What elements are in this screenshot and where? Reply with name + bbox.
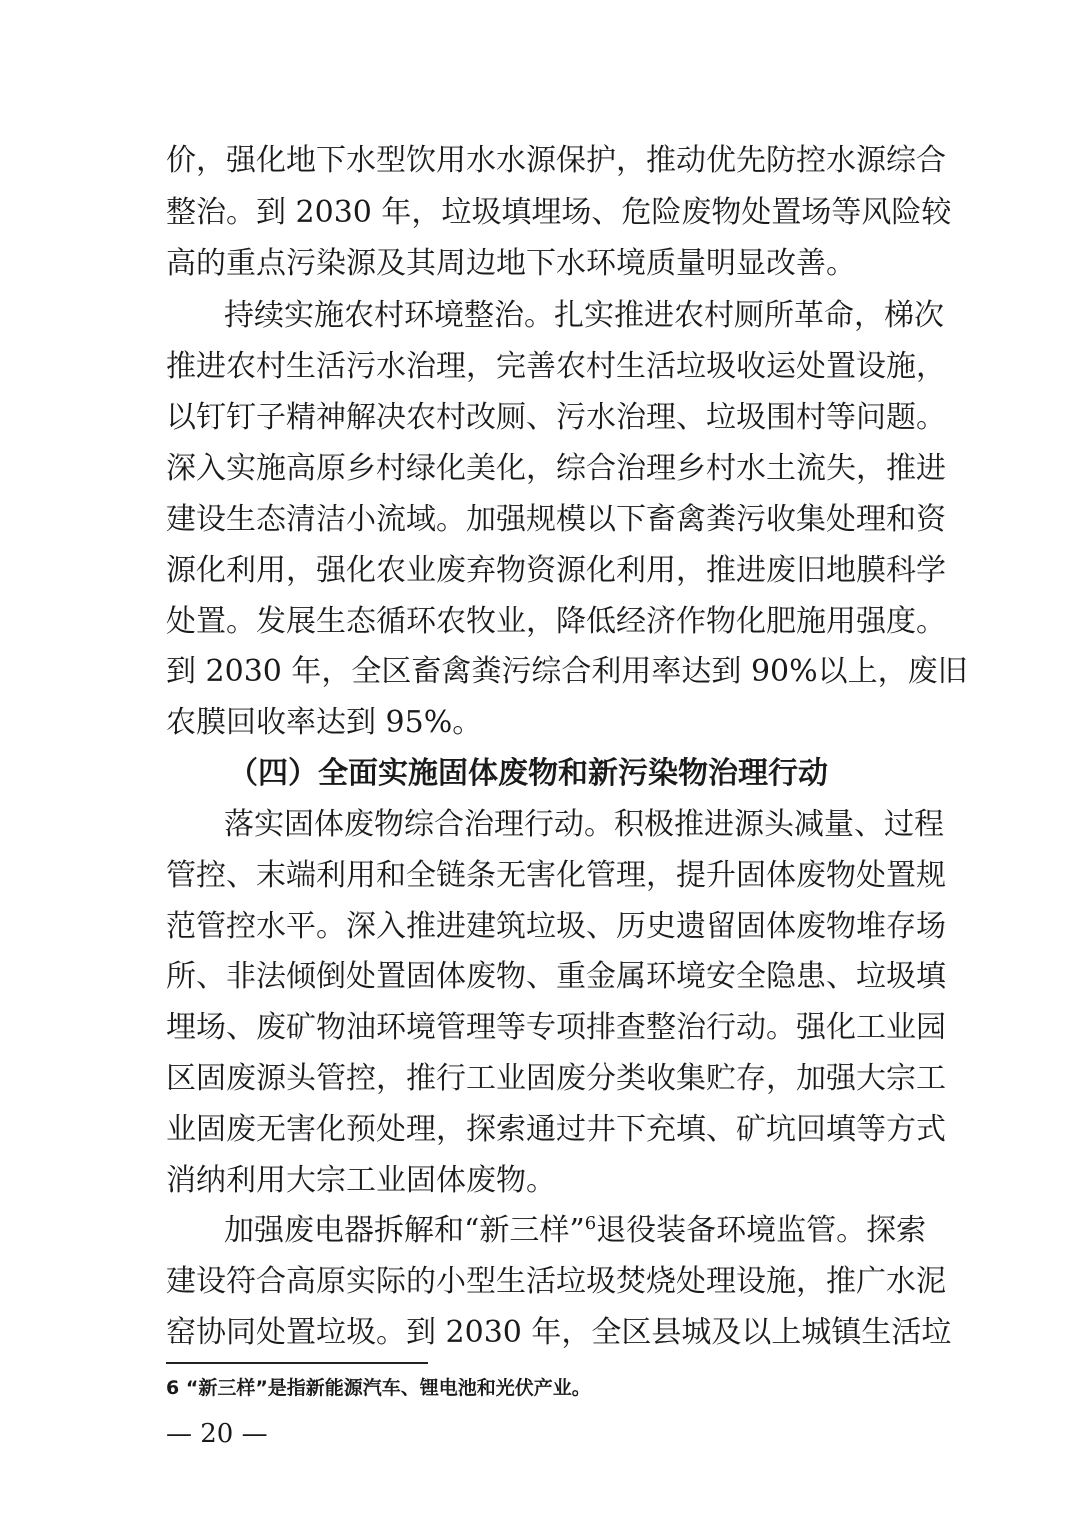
text-line: 源化利用，强化农业废弃物资源化利用，推进废旧地膜科学 [166,553,946,588]
text-line: 业固废无害化预处理，探索通过井下充填、矿坑回填等方式 [166,1112,946,1147]
paragraph-first-line: 持续实施农村环境整治。扎实推进农村厕所革命，梯次 [224,298,944,333]
footnote: 6 “新三样”是指新能源汽车、锂电池和光伏产业。 [166,1377,591,1399]
text-line: 建设生态清洁小流域。加强规模以下畜禽粪污收集处理和资 [166,502,946,537]
text-line: 消纳利用大宗工业固体废物。 [166,1163,556,1198]
paragraph-first-line [224,1205,927,1257]
text-line: 建设符合高原实际的小型生活垃圾焚烧处理设施，推广水泥 [166,1264,946,1299]
text-line: 处置。发展生态循环农牧业，降低经济作物化肥施用强度。 [166,604,946,639]
text-segment: 退役装备环境监管。探索 [596,1213,927,1248]
text-line: 所、非法倾倒处置固体废物、重金属环境安全隐患、垃圾填 [166,959,946,994]
text-line: 区固废源头管控，推行工业固废分类收集贮存，加强大宗工 [166,1061,946,1096]
text-line: 埋场、废矿物油环境管理等专项排查整治行动。强化工业园 [166,1010,946,1045]
text-line: 农膜回收率达到 95%。 [166,705,483,740]
footnote-marker: 6 [584,1213,597,1234]
text-line: 高的重点污染源及其周边地下水环境质量明显改善。 [166,246,856,281]
section-heading: （四）全面实施固体废物和新污染物治理行动 [228,756,828,791]
text-line: 推进农村生活污水治理，完善农村生活垃圾收运处置设施， [166,349,946,384]
text-line: 范管控水平。深入推进建筑垃圾、历史遗留固体废物堆存场 [166,909,946,944]
text-line: 窑协同处置垃圾。到 2030 年，全区县城及以上城镇生活垃 [166,1315,952,1350]
text-line: 整治。到 2030 年，垃圾填埋场、危险废物处置场等风险较 [166,195,952,230]
page-number: — 20 — [166,1419,268,1449]
paragraph-first-line: 落实固体废物综合治理行动。积极推进源头减量、过程 [224,807,944,842]
text-line: 管控、末端利用和全链条无害化管理，提升固体废物处置规 [166,858,946,893]
text-line: 价，强化地下水型饮用水水源保护，推动优先防控水源综合 [166,143,946,178]
text-line: 到 2030 年，全区畜禽粪污综合利用率达到 90%以上，废旧 [166,654,968,689]
text-line: 深入实施高原乡村绿化美化，综合治理乡村水土流失，推进 [166,451,946,486]
footnote-divider [166,1362,428,1364]
text-line: 以钉钉子精神解决农村改厕、污水治理、垃圾围村等问题。 [166,400,946,435]
text-segment: 加强废电器拆解和“新三样” [224,1213,585,1248]
